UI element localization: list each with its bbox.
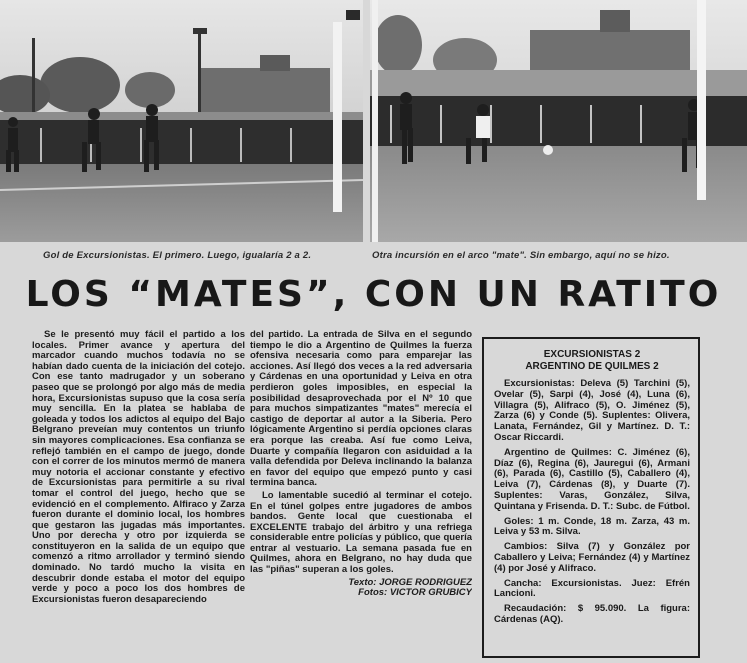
goals-label: Goles: [504, 515, 534, 527]
goals-text: 1 m. Conde, 18 m. Zarza, 43 m. Leiva y 53 m. Silva. [494, 515, 690, 538]
lineup-home-players: Deleva (5) Tarchini (5), Ovelar (5), Sarpi (4), José (4), Luna (6), Villagra (5), Alifraco (5), O. Jiménez (5), Zarza (6) y Conde (5). [494, 378, 690, 422]
substitutions-text: Silva (7) y González por Caballero y Leiva; Fernández (4) y Martínez (4) por José y Alifraco. [494, 541, 690, 574]
lineup-home-dt-label: D. T.: [658, 421, 690, 433]
lineup-home-label: Excursionistas: [504, 378, 575, 389]
caption-right: Otra incursión en el arco "mate". Sin embargo, aquí no se hizo. [372, 250, 670, 261]
photo-attack-mates-goal [370, 0, 747, 242]
lineup-away-subs-label: Suplentes: [494, 489, 543, 501]
substitutions-label: Cambios: [504, 541, 548, 553]
gate-label: Recaudación: [504, 603, 567, 615]
article-column-1 [32, 330, 245, 660]
figure-label: La figura: [626, 603, 691, 615]
team-home-score: EXCURSIONISTAS 2 [543, 349, 641, 360]
goals [494, 517, 690, 539]
credit-text-author: Texto: JORGE RODRIGUEZ [348, 576, 472, 588]
substitutions [494, 542, 690, 574]
referee-text: Efrén Lancioni. [494, 577, 690, 600]
team-away-score: ARGENTINO DE QUILMES 2 [525, 361, 659, 372]
lineup-away-dt: Subc. de Fútbol. [613, 500, 690, 512]
gate-figure [494, 604, 690, 626]
figure-text: Cárdenas (AQ). [494, 613, 564, 625]
credit-photo-author: Fotos: VICTOR GRUBICY [358, 587, 472, 599]
article-paragraph: Se le presentó muy fácil el partido a los locales. Primer avance y apertura del marcador cuando muchos todavía no se habían dado cuenta de la iniciación del cotejo. Con ese tanto madrugador y un soberano paseo que se prolongó por algo más de media hora, Excursionistas supuso que la cosa sería muy sencilla. En la platea se hablaba de goleada y todos los adictos al equipo del Bajo Belgrano preveían muy contentos un triunfo sin mayores complicaciones. Esa confianza se reflejó también en el campo de juego, donde con el correr de los minutos mermó de manera muy notoria el accionar constante y efectivo de Excursionistas para permitirle a su rival tomar el control del juego, hecho que se evidenció en el complemento. Alfiraco y Zarza fueron durante el dominio local, los hombres que gestaron las jugadas más importantes. Uno por derecha y otro por izquierda se constituyeron en la salida de un equipo que comenzó a ritmo arrollador y terminó siendo dominado. No tardó mucho la visita en descubrir donde estaba el motor del equipo verde y poco a poco los dos hombres de Excursionistas fueron desapareciendo [32, 330, 245, 605]
article-column-2 [250, 330, 472, 660]
headline: LOS “MATES”, CON UN RATITO [25, 274, 722, 315]
lineup-home-dt: Oscar Riccardi. [494, 431, 564, 443]
gate-text: $ 95.090. [566, 603, 627, 615]
match-summary-box [482, 337, 700, 658]
credits [250, 578, 472, 599]
lineup-away-subs: Varas, González, Silva, Quintana y Frisenda. [494, 489, 690, 512]
caption-left: Gol de Excursionistas. El primero. Luego, igualaría 2 a 2. [43, 250, 312, 261]
lineup-away-players: C. Jiménez (6), Díaz (6), Regina (6), Jauregui (6), Armani (6), Parada (6), Castillo (5), Caballero (4), Leiva (7), Cárdenas (8), y Duarte (7). [494, 446, 690, 491]
lineup-home-subs-label: Suplentes: [597, 410, 651, 422]
lineup-home-subs: Olivera, Lanata, Fernández, Gil y Martínez. [494, 410, 691, 433]
lineup-home [494, 379, 690, 444]
lineup-away-label: Argentino de Quilmes: [504, 446, 612, 458]
lineup-away [494, 448, 690, 513]
venue-referee [494, 579, 690, 601]
lineup-away-dt-label: D. T.: [587, 500, 614, 512]
article-paragraph: del partido. La entrada de Silva en el segundo tiempo le dio a Argentino de Quilmes la fuerza ofensiva necesaria como para emparejar las acciones. Así llegó dos veces a la red adversaria y Cárdenas en una oportunidad y Leiva en otra perdieron goles imposibles, en especial la posibilidad desaprovechada por el Nº 10 que para muchos simpatizantes "mates" merecía el castigo de deportar al autor a la Siberia. Pero lógicamente Argentino si perdía opciones claras era porque las creaba. Así fue como Leiva, Duarte y compañía llegaron con asiduidad a la valla defendida por Deleva inclinando la balanza en favor del equipo que empezó punto y casi termina banca. [250, 330, 472, 489]
venue-label: Cancha: [504, 577, 542, 589]
photo-goal-excursionistas [0, 0, 363, 242]
article-paragraph: Lo lamentable sucedió al terminar el cotejo. En el túnel golpes entre jugadores de ambos bandos. Gente local que cuestionaba el EXCELENTE trabajo del árbitro y una refriega considerable entre policías y público, que quería entrar al vestuario. La semana pasada fue en Quilmes, ahora en Belgrano, no hay duda que las "piñas" superan a los goles. [250, 489, 472, 576]
referee-label: Juez: [621, 577, 656, 589]
venue-text: Excursionistas. [541, 577, 622, 589]
